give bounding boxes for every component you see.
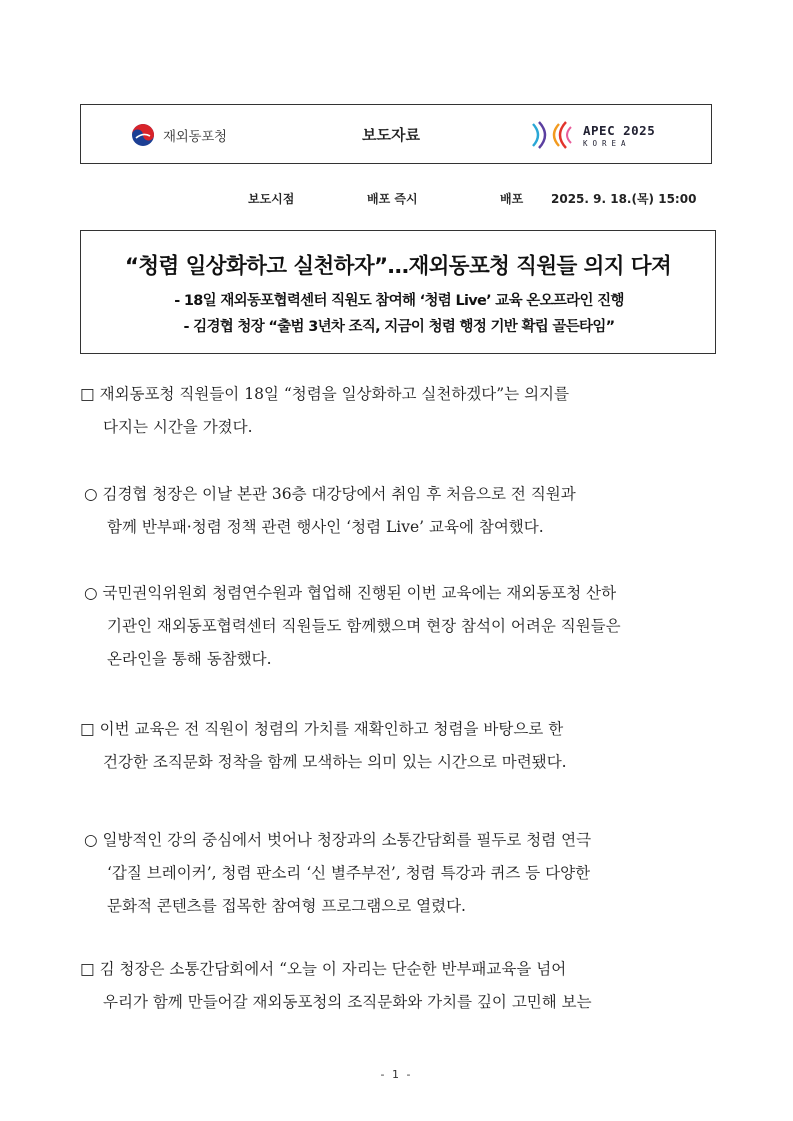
- paragraph-line: 함께 반부패·청렴 정책 관련 행사인 ‘청렴 Live’ 교육에 참여했다.: [107, 518, 544, 536]
- paragraph: [84, 577, 724, 676]
- square-bullet: □: [80, 720, 95, 738]
- document-type-label: 보도자료: [362, 126, 420, 144]
- release-time-label: 보도시점: [248, 192, 295, 206]
- paragraph: [84, 478, 724, 544]
- paragraph-line: 문화적 콘텐츠를 접목한 참여형 프로그램으로 열렸다.: [107, 897, 466, 915]
- release-date-value: 2025. 9. 18.(목) 15:00: [551, 192, 697, 206]
- subheadline-2: - 김경협 청장 “출범 3년차 조직, 지금이 청렴 행정 기반 확립 골든타임”: [183, 319, 615, 335]
- apec-logo: [529, 115, 655, 155]
- paragraph-line: ○ 일방적인 강의 중심에서 벗어나 청장과의 소통간담회를 필두로 청렴 연극: [84, 831, 592, 849]
- square-bullet: □: [80, 960, 95, 978]
- agency-name: 재외동포청: [163, 129, 227, 145]
- release-info-row: [0, 190, 793, 208]
- release-date-label: 배포: [500, 192, 524, 206]
- paragraph: [80, 713, 720, 779]
- paragraph-line: 온라인을 통해 동참했다.: [107, 650, 272, 668]
- circle-bullet: ○: [84, 485, 98, 503]
- apec-title: APEC 2025: [583, 122, 656, 138]
- taegeuk-logo-icon: [131, 123, 155, 147]
- agency-block: [131, 121, 227, 149]
- paragraph-line: ○ 김경협 청장은 이날 본관 36층 대강당에서 취임 후 처음으로 전 직원과: [84, 485, 576, 503]
- paragraph-line: 건강한 조직문화 정착을 함께 모색하는 의미 있는 시간으로 마련됐다.: [103, 753, 567, 771]
- apec-subtitle: KOREA: [583, 138, 631, 148]
- paragraph-line: 기관인 재외동포협력센터 직원들도 함께했으며 현장 참석이 어려운 직원들은: [107, 617, 621, 635]
- release-time-value: 배포 즉시: [367, 192, 418, 206]
- paragraph-line: 다지는 시간을 가졌다.: [103, 418, 253, 436]
- square-bullet: □: [80, 385, 95, 403]
- subheadline-1: - 18일 재외동포협력센터 직원도 참여해 ‘청렴 Live’ 교육 온오프라인 진행: [174, 293, 624, 309]
- title-box: [80, 230, 716, 354]
- paragraph: [80, 378, 720, 444]
- paragraph-line: □ 김 청장은 소통간담회에서 “오늘 이 자리는 단순한 반부패교육을 넘어: [80, 960, 567, 978]
- paragraph-line: □ 이번 교육은 전 직원이 청렴의 가치를 재확인하고 청렴을 바탕으로 한: [80, 720, 564, 738]
- circle-bullet: ○: [84, 584, 98, 602]
- headline: “청렴 일상화하고 실천하자”…재외동포청 직원들 의지 다져: [124, 254, 672, 279]
- paragraph-line: ○ 국민권익위원회 청렴연수원과 협업해 진행된 이번 교육에는 재외동포청 산하: [84, 584, 617, 602]
- paragraph-line: 우리가 함께 만들어갈 재외동포청의 조직문화와 가치를 깊이 고민해 보는: [103, 993, 592, 1011]
- circle-bullet: ○: [84, 831, 98, 849]
- page-number: - 1 -: [380, 1068, 413, 1081]
- paragraph-line: □ 재외동포청 직원들이 18일 “청렴을 일상화하고 실천하겠다”는 의지를: [80, 385, 569, 403]
- paragraph: [80, 953, 720, 1019]
- paragraph: [84, 824, 724, 923]
- paragraph-line: ‘갑질 브레이커’, 청렴 판소리 ‘신 별주부전’, 청렴 특강과 퀴즈 등 다양한: [107, 864, 591, 882]
- header-box: [80, 104, 712, 164]
- apec-emblem-icon: [529, 118, 579, 152]
